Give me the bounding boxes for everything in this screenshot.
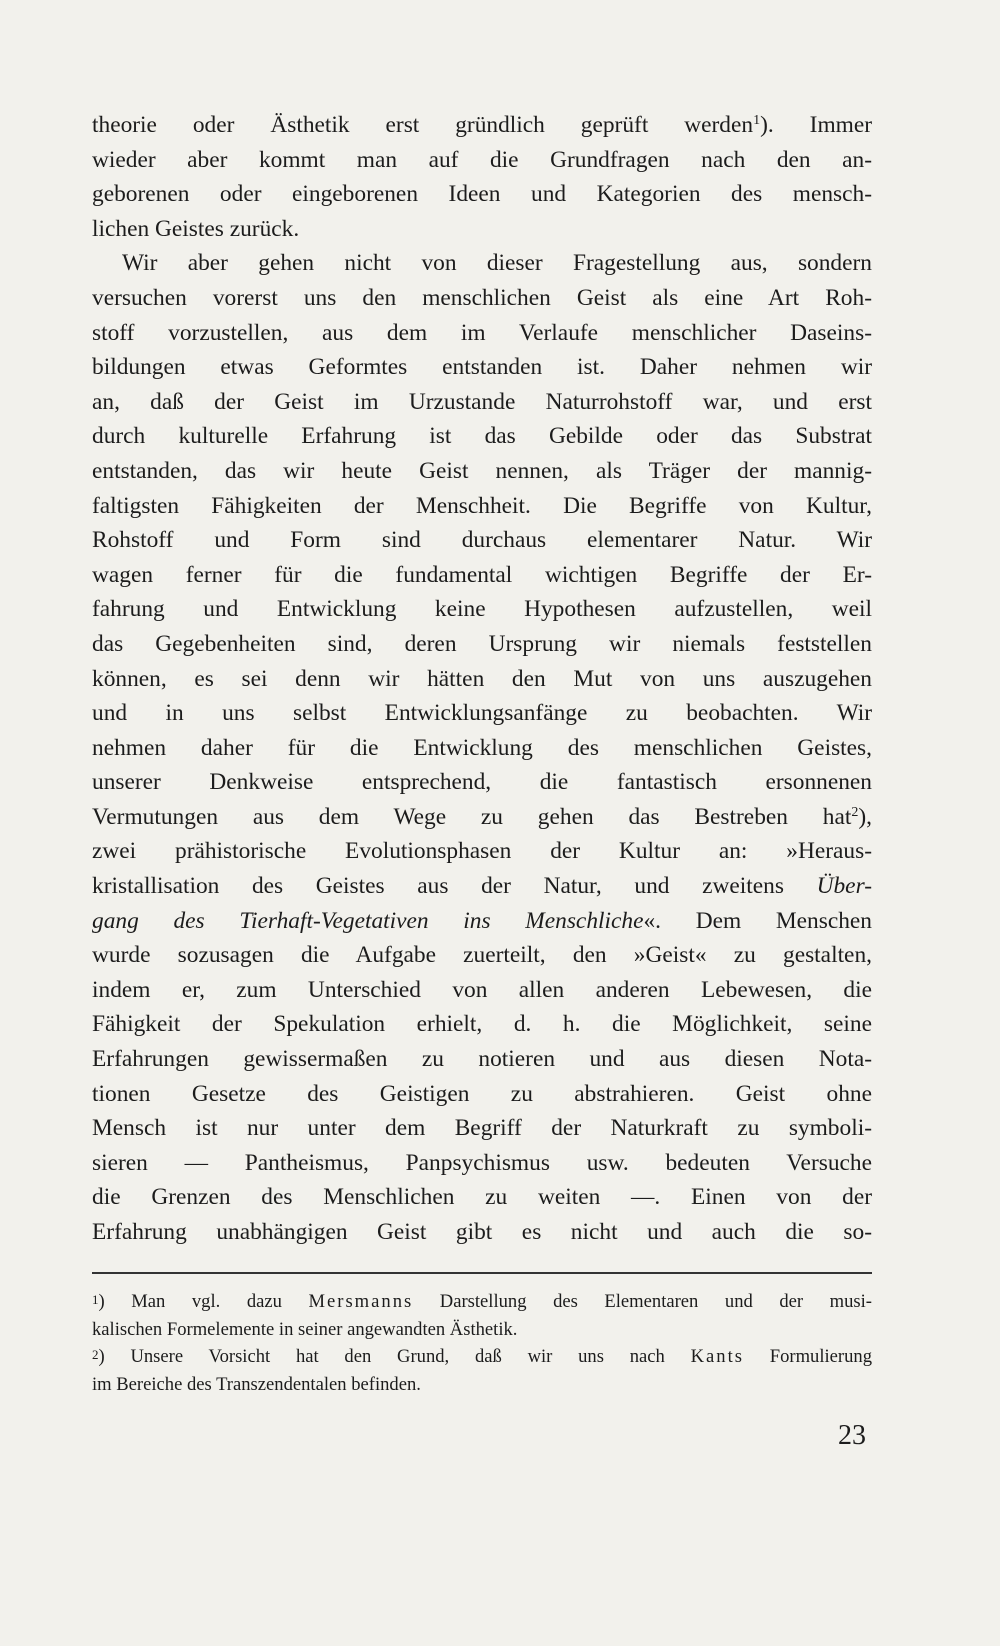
text-line: wurde sozusagen die Aufgabe zuerteilt, den »Geist« zu gestalten, (92, 942, 872, 969)
text-line: faltigsten Fähigkeiten der Menschheit. Die Begriffe von Kultur, (92, 492, 872, 519)
text-line: wieder aber kommt man auf die Grundfragen nach den an- (92, 146, 872, 173)
text-line: bildungen etwas Geformtes entstanden ist. Daher nehmen wir (92, 354, 872, 381)
text-line: entstanden, das wir heute Geist nennen, als Träger der mannig- (92, 457, 872, 484)
text-line: theorie oder Ästhetik erst gründlich geprüft werden$^1$). Immer (92, 112, 872, 138)
footnote-ref-1: 1 (753, 113, 761, 128)
text-line: versuchen vorerst uns den menschlichen Geist als eine Art Roh- (92, 284, 872, 311)
text-line: lichen Geistes zurück. (92, 215, 300, 242)
text-line: durch kulturelle Erfahrung ist das Gebilde oder das Substrat (92, 423, 872, 450)
text-line: Mensch ist nur unter dem Begriff der Naturkraft zu symboli- (92, 1115, 872, 1142)
text-line: indem er, zum Unterschied von allen anderen Lebewesen, die (92, 976, 872, 1003)
text-line: können, es sei denn wir hätten den Mut von uns auszugehen (92, 665, 872, 692)
footnote-2-cont: im Bereiche des Transzendentalen befinden. (92, 1373, 421, 1395)
text-line: geborenen oder eingeborenen Ideen und Kategorien des mensch- (92, 181, 872, 208)
text-line: gang des Tierhaft-Vegetativen ins Menschliche«. Dem Menschen (92, 907, 873, 934)
italic-phrase: gang des Tierhaft-Vegetativen ins Menschliche (92, 907, 644, 934)
text-line: fahrung und Entwicklung keine Hypothesen aufzustellen, weil (92, 596, 872, 623)
text-line: stoff vorzustellen, aus dem im Verlaufe menschlicher Daseins- (92, 319, 872, 346)
text-line: Erfahrungen gewissermaßen zu notieren und aus diesen Nota- (92, 1046, 872, 1073)
text-line: zwei prähistorische Evolutionsphasen der Kultur an: »Heraus- (92, 838, 872, 865)
text-line: unserer Denkweise entsprechend, die fantastisch ersonnenen (92, 769, 872, 796)
footnote-ref-2: 2 (851, 804, 859, 820)
footnote-divider (92, 1272, 872, 1274)
text-line: sieren — Pantheismus, Panpsychismus usw. bedeuten Versuche (92, 1149, 872, 1176)
text-line: die Grenzen des Menschlichen zu weiten —. Einen von der (92, 1184, 872, 1211)
text-line: das Gegebenheiten sind, deren Ursprung wir niemals feststellen (92, 630, 872, 657)
text-line: und in uns selbst Entwicklungsanfänge zu beobachten. Wir (92, 700, 872, 727)
text-line: nehmen daher für die Entwicklung des menschlichen Geistes, (92, 734, 872, 761)
text-line: an, daß der Geist im Urzustande Naturrohstoff war, und erst (92, 388, 872, 415)
footnote-2: $^2$) Unsere Vorsicht hat den Grund, daß wir uns nach Kants Formulierung (92, 1346, 873, 1367)
text-line: Vermutungen aus dem Wege zu gehen das Bestreben hat$^2$), (92, 803, 872, 830)
page-number: 23 (838, 1420, 866, 1451)
text-line: kristallisation des Geistes aus der Natur, und zweitens Über- (92, 873, 872, 900)
italic-phrase: Über- (816, 873, 872, 900)
text-line: wagen ferner für die fundamental wichtigen Begriffe der Er- (92, 561, 872, 588)
footnotes (92, 1288, 872, 1398)
text-line: tionen Gesetze des Geistigen zu abstrahieren. Geist ohne (92, 1080, 872, 1107)
footnote-1: $^1$) Man vgl. dazu Mersmanns Darstellung des Elementaren und der musi- (92, 1291, 872, 1312)
footnote-1-cont: kalischen Formelemente in seiner angewandten Ästhetik. (92, 1318, 518, 1340)
main-text (92, 108, 872, 1250)
text-line: Rohstoff und Form sind durchaus elementarer Natur. Wir (92, 527, 872, 554)
text-line: Wir aber gehen nicht von dieser Fragestellung aus, sondern (122, 250, 872, 277)
text-line: Erfahrung unabhängigen Geist gibt es nicht und auch die so- (92, 1219, 872, 1245)
text-line: Fähigkeit der Spekulation erhielt, d. h. die Möglichkeit, seine (92, 1011, 872, 1038)
